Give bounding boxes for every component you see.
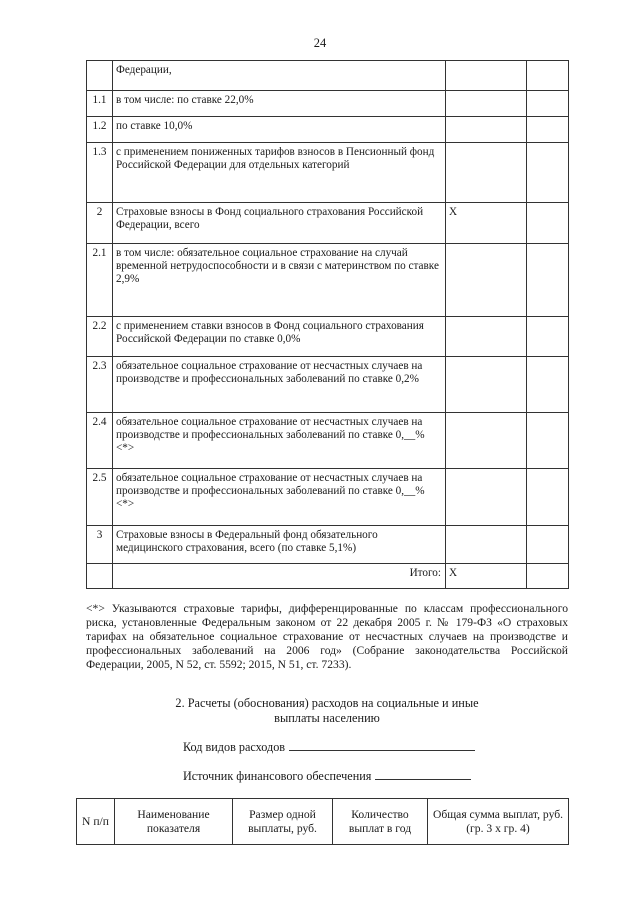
row-value — [446, 91, 527, 117]
row-value — [446, 413, 527, 469]
expense-code-field — [183, 738, 475, 755]
row-number: 2.5 — [87, 469, 113, 526]
row-number: 1.1 — [87, 91, 113, 117]
table-row-total — [87, 564, 569, 589]
row-number: 1.3 — [87, 143, 113, 203]
table-row — [87, 413, 569, 469]
row-total-cell — [527, 357, 569, 413]
section-title — [86, 696, 568, 726]
expense-code-label: Код видов расходов — [183, 740, 286, 754]
table-row — [87, 526, 569, 564]
row-description: обязательное социальное страхование от несчастных случаев на производстве и профессиональных заболеваний по ставке 0,2% — [113, 357, 446, 413]
row-number: 2.3 — [87, 357, 113, 413]
row-value — [446, 117, 527, 143]
row-description: в том числе: по ставке 22,0% — [113, 91, 446, 117]
row-description: Страховые взносы в Фонд социального страхования Российской Федерации, всего — [113, 203, 446, 244]
funding-source-label: Источник финансового обеспечения — [183, 769, 372, 783]
row-value — [446, 357, 527, 413]
row-value — [446, 317, 527, 357]
row-value — [446, 526, 527, 564]
row-number: 1.2 — [87, 117, 113, 143]
row-description: по ставке 10,0% — [113, 117, 446, 143]
row-number: 2 — [87, 203, 113, 244]
row-value — [446, 143, 527, 203]
contributions-table — [86, 60, 569, 589]
table-row — [87, 317, 569, 357]
row-description: с применением ставки взносов в Фонд социального страхования Российской Федерации по ставке 0,0% — [113, 317, 446, 357]
expense-code-blank-line — [289, 738, 475, 751]
total-label: Итого: — [113, 564, 446, 589]
row-total-cell — [527, 61, 569, 91]
header-total-sum: Общая сумма выплат, руб. (гр. 3 x гр. 4) — [428, 799, 569, 845]
section-title-line-2: выплаты населению — [274, 711, 380, 725]
row-number — [87, 61, 113, 91]
header-number: N п/п — [77, 799, 115, 845]
row-description: в том числе: обязательное социальное страхование на случай временной нетрудоспособности и в связи с материнством по ставке 2,9% — [113, 244, 446, 317]
row-total-cell — [527, 413, 569, 469]
row-number — [87, 564, 113, 589]
row-total-cell — [527, 317, 569, 357]
row-number: 2.1 — [87, 244, 113, 317]
row-number: 2.2 — [87, 317, 113, 357]
row-total-cell — [527, 117, 569, 143]
funding-source-field — [183, 767, 471, 784]
row-total-cell — [527, 526, 569, 564]
header-indicator-name: Наименование показателя — [115, 799, 233, 845]
table-row — [87, 61, 569, 91]
header-payment-size: Размер одной выплаты, руб. — [233, 799, 333, 845]
table-row — [87, 143, 569, 203]
header-payments-per-year: Количество выплат в год — [333, 799, 428, 845]
row-number: 3 — [87, 526, 113, 564]
table-row — [87, 117, 569, 143]
funding-source-blank-line — [375, 767, 471, 780]
table-row — [87, 469, 569, 526]
row-description: с применением пониженных тарифов взносов в Пенсионный фонд Российской Федерации для отдельных категорий — [113, 143, 446, 203]
page-number: 24 — [313, 36, 327, 50]
footnote: <*> Указываются страховые тарифы, дифференцированные по классам профессионального риска, установленные Федеральным законом от 22 декабря 2005 г. № 179-ФЗ «О страховых тарифах на обязательное социальное страхование от несчастных случаев на производстве и профессиональных заболеваний на 2006 год» (Собрание законодательства Российской Федерации, 2005, N 52, ст. 5592; 2015, N 51, ст. 7233). — [86, 602, 568, 671]
row-total-cell — [527, 91, 569, 117]
row-total-cell — [527, 244, 569, 317]
row-value — [446, 469, 527, 526]
table-header-row — [77, 799, 569, 845]
table-row — [87, 91, 569, 117]
row-total-cell — [527, 143, 569, 203]
row-description: обязательное социальное страхование от несчастных случаев на производстве и профессиональных заболеваний по ставке 0,__% <*> — [113, 413, 446, 469]
row-total-cell — [527, 203, 569, 244]
row-total-cell — [527, 564, 569, 589]
table-row — [87, 203, 569, 244]
row-description: Федерации, — [113, 61, 446, 91]
row-total-cell — [527, 469, 569, 526]
row-number: 2.4 — [87, 413, 113, 469]
row-value: X — [446, 203, 527, 244]
total-value: X — [446, 564, 527, 589]
row-description: Страховые взносы в Федеральный фонд обязательного медицинского страхования, всего (по ставке 5,1%) — [113, 526, 446, 564]
row-value — [446, 61, 527, 91]
payments-table — [76, 798, 569, 845]
table-row — [87, 244, 569, 317]
row-description: обязательное социальное страхование от несчастных случаев на производстве и профессиональных заболеваний по ставке 0,__% <*> — [113, 469, 446, 526]
table-row — [87, 357, 569, 413]
row-value — [446, 244, 527, 317]
section-title-line-1: 2. Расчеты (обоснования) расходов на социальные и иные — [175, 696, 479, 710]
